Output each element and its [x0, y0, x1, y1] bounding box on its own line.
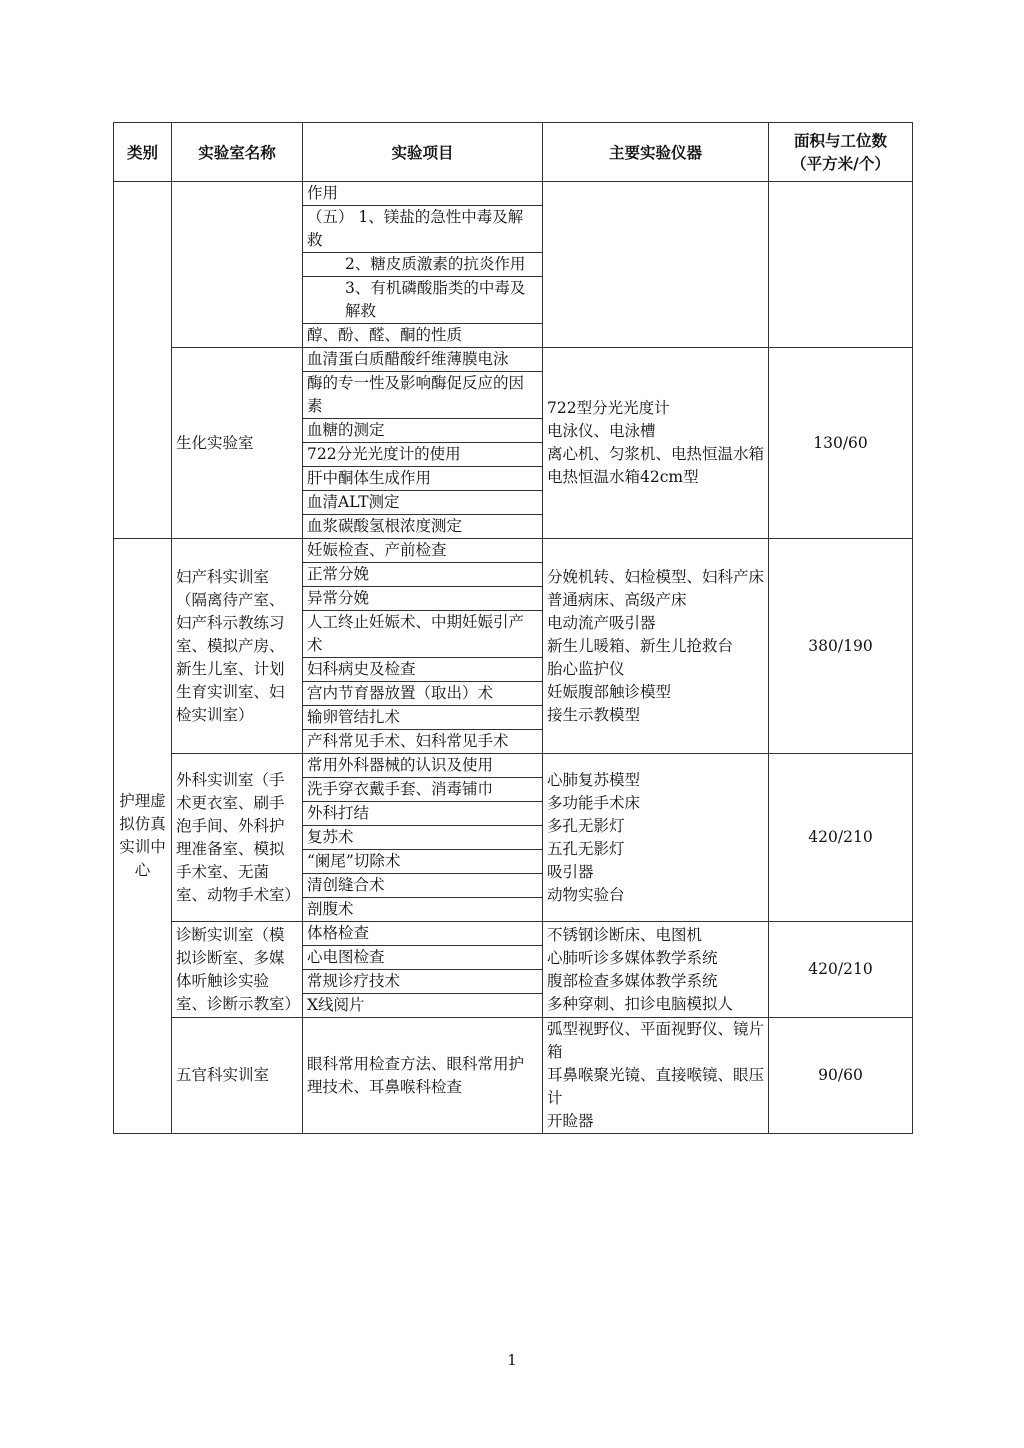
item-cell: 产科常见手术、妇科常见手术: [303, 730, 543, 754]
table-row: [114, 1018, 913, 1134]
instrument-line: 分娩机转、妇检模型、妇科产床: [547, 567, 765, 586]
instrument-line: 开睑器: [547, 1112, 594, 1130]
instrument-line: 妊娠腹部触诊模型: [547, 682, 672, 701]
lab-name-biochem: 生化实验室: [172, 348, 303, 539]
item-cell: 醇、酚、醛、酮的性质: [303, 324, 543, 348]
area-biochem: 130/60: [769, 348, 913, 539]
instrument-line: 普通病床、高级产床: [547, 590, 687, 609]
item-cell: 眼科常用检查方法、眼科常用护理技术、耳鼻喉科检查: [303, 1018, 543, 1134]
header-lab-name: 实验室名称: [172, 123, 303, 182]
instrument-line: 722型分光光度计: [547, 399, 670, 417]
lab-name-diagnosis: 诊断实训室（模拟诊断室、多媒体听触诊实验室、诊断示教室）: [172, 922, 303, 1018]
item-cell: 复苏术: [303, 826, 543, 850]
item-cell: 血糖的测定: [303, 419, 543, 443]
instrument-line: 多孔无影灯: [547, 816, 625, 835]
item-cell: 体格检查: [303, 922, 543, 946]
item-cell: 妇科病史及检查: [303, 658, 543, 682]
item-cell: 血清ALT测定: [303, 491, 543, 515]
item-text: 3、有机磷酸脂类的中毒及解救: [345, 279, 526, 320]
item-cell: 酶的专一性及影响酶促反应的因素: [303, 372, 543, 419]
table-header-row: [114, 123, 913, 182]
item-text: 2、糖皮质激素的抗炎作用: [345, 255, 526, 273]
instrument-line: 多功能手术床: [547, 793, 641, 812]
item-cell: 肝中酮体生成作用: [303, 467, 543, 491]
item-cell: 心电图检查: [303, 946, 543, 970]
lab-table: [113, 122, 913, 1134]
category-cell-empty: [114, 182, 172, 539]
item-cell: 清创缝合术: [303, 874, 543, 898]
instruments-cell-empty: [543, 182, 769, 348]
instrument-line: 电动流产吸引器: [547, 613, 656, 632]
instrument-line: 不锈钢诊断床、电图机: [547, 925, 703, 944]
item-cell: 正常分娩: [303, 563, 543, 587]
instruments-biochem: [543, 348, 769, 539]
item-cell: 血清蛋白质醋酸纤维薄膜电泳: [303, 348, 543, 372]
item-cell: 常用外科器械的认识及使用: [303, 754, 543, 778]
table-row: [114, 539, 913, 563]
page-number: 1: [507, 1351, 517, 1369]
instrument-line: 离心机、匀浆机、电热恒温水箱: [547, 445, 765, 463]
instrument-line: 五孔无影灯: [547, 839, 625, 858]
table-row: [114, 182, 913, 206]
lab-name-cell-empty: [172, 182, 303, 348]
lab-name-ent: 五官科实训室: [172, 1018, 303, 1134]
item-cell: 作用: [303, 182, 543, 206]
header-category: 类别: [114, 123, 172, 182]
lab-name-obgyn: 妇产科实训室（隔离待产室、妇产科示教练习室、模拟产房、新生儿室、计划生育实训室、妇检实训室）: [172, 539, 303, 754]
table-row: [114, 754, 913, 778]
instrument-line: 电泳仪、电泳槽: [547, 422, 656, 440]
instrument-line: 动物实验台: [547, 885, 625, 904]
header-area-line2: （平方米/个）: [791, 154, 890, 173]
instruments-ent: [543, 1018, 769, 1134]
item-cell: 洗手穿衣戴手套、消毒铺巾: [303, 778, 543, 802]
instrument-line: 弧型视野仪、平面视野仪、镜片箱: [547, 1020, 765, 1061]
item-cell: [303, 253, 543, 277]
instruments-obgyn: [543, 539, 769, 754]
header-area-line1: 面积与工位数: [793, 131, 887, 150]
instrument-line: 多种穿刺、扣诊电脑模拟人: [547, 994, 734, 1013]
instrument-line: 吸引器: [547, 862, 594, 881]
item-cell: 异常分娩: [303, 587, 543, 611]
instrument-line: 新生儿暖箱、新生儿抢救台: [547, 636, 734, 655]
instrument-line: 接生示教模型: [547, 705, 641, 724]
header-area: [769, 123, 913, 182]
instrument-line: 心肺听诊多媒体教学系统: [547, 948, 718, 967]
item-cell: X线阅片: [303, 994, 543, 1018]
item-cell: [303, 277, 543, 324]
instrument-line: 耳鼻喉聚光镜、直接喉镜、眼压计: [547, 1066, 765, 1107]
item-cell: 人工终止妊娠术、中期妊娠引产术: [303, 611, 543, 658]
item-cell: 输卵管结扎术: [303, 706, 543, 730]
instrument-line: 胎心监护仪: [547, 659, 625, 678]
instrument-line: 电热恒温水箱42cm型: [547, 468, 699, 486]
header-items: 实验项目: [303, 123, 543, 182]
table-row: [114, 348, 913, 372]
item-cell: （五） 1、镁盐的急性中毒及解救: [303, 206, 543, 253]
item-cell: “阑尾”切除术: [303, 850, 543, 874]
item-cell: 宫内节育器放置（取出）术: [303, 682, 543, 706]
area-diagnosis: 420/210: [769, 922, 913, 1018]
instrument-line: 腹部检查多媒体教学系统: [547, 971, 718, 990]
instruments-surgery: [543, 754, 769, 922]
item-cell: 722分光光度计的使用: [303, 443, 543, 467]
header-instruments: 主要实验仪器: [543, 123, 769, 182]
area-ent: 90/60: [769, 1018, 913, 1134]
area-surgery: 420/210: [769, 754, 913, 922]
area-cell-empty: [769, 182, 913, 348]
instrument-line: 心肺复苏模型: [547, 770, 641, 789]
area-obgyn: 380/190: [769, 539, 913, 754]
item-cell: 妊娠检查、产前检查: [303, 539, 543, 563]
item-cell: 血浆碳酸氢根浓度测定: [303, 515, 543, 539]
table-row: [114, 922, 913, 946]
item-cell: 外科打结: [303, 802, 543, 826]
item-cell: 剖腹术: [303, 898, 543, 922]
item-cell: 常规诊疗技术: [303, 970, 543, 994]
lab-name-surgery: 外科实训室（手术更衣室、刷手泡手间、外科护理准备室、模拟手术室、无菌室、动物手术室）: [172, 754, 303, 922]
instruments-diagnosis: [543, 922, 769, 1018]
category-nursing-center: 护理虚拟仿真实训中心: [114, 539, 172, 1134]
